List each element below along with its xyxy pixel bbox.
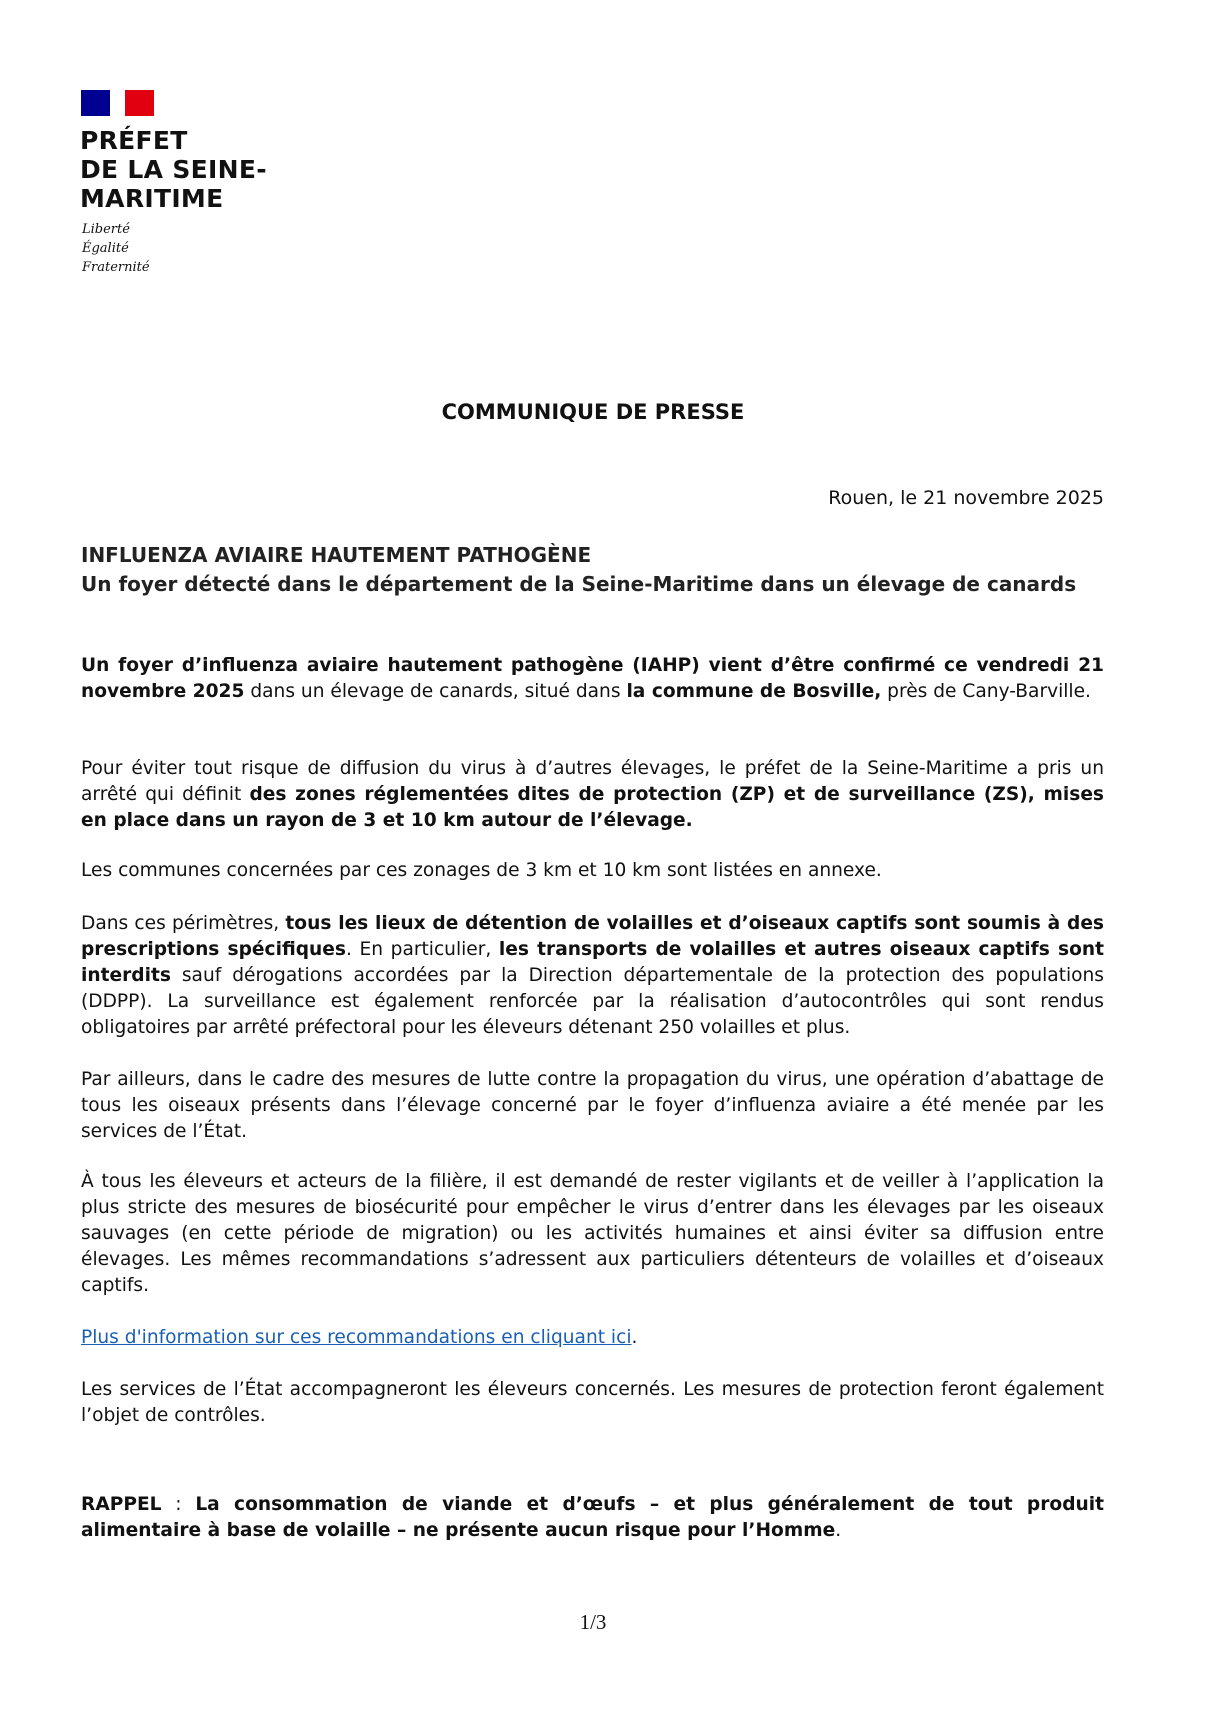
- bold-text: tous les lieux de détention de volailles et d’oiseaux captifs sont soumis à des prescriptions spécifiques: [81, 913, 1104, 960]
- date-line: Rouen, le 21 novembre 2025: [828, 487, 1104, 509]
- bold-text: des zones réglementées dites de protection (ZP) et de surveillance (ZS), mises en place dans un rayon de 3 et 10 km autour de l’élevage.: [81, 784, 1105, 831]
- rappel: [81, 1492, 1104, 1544]
- devise-line: Égalité: [82, 241, 129, 256]
- text: dans un élevage de canards, situé dans: [244, 681, 627, 702]
- heading-line1: INFLUENZA AVIAIRE HAUTEMENT PATHOGÈNE: [81, 543, 592, 567]
- paragraph-6: À tous les éleveurs et acteurs de la filière, il est demandé de rester vigilants et de veiller à l’application la plus stricte des mesures de biosécurité pour empêcher le virus d’entrer dans les élevages par les oiseaux sauvages (en cette période de migration) ou les activités humaines et ainsi éviter sa diffusion entre élevages. Les mêmes recommandations s’adressent aux particuliers détenteurs de volailles et d’oiseaux captifs.: [81, 1171, 1104, 1296]
- logo-line: PRÉFET: [80, 126, 188, 155]
- logo-line: DE LA SEINE-: [80, 155, 267, 184]
- paragraph-5: Par ailleurs, dans le cadre des mesures de lutte contre la propagation du virus, une opération d’abattage de tous les oiseaux présents dans l’élevage concerné par le foyer d’influenza aviaire a été menée par les services de l’État.: [81, 1069, 1104, 1142]
- heading: [81, 541, 1104, 599]
- text: sauf dérogations accordées par la Direction départementale de la protection des populations (DDPP). La surveillance est également renforcée par la réalisation d’autocontrôles qui sont rendus obligatoires par arrêté préfectoral pour les éleveurs détenant 250 volailles et plus.: [81, 965, 1104, 1038]
- text: Dans ces périmètres,: [81, 913, 286, 934]
- prefecture-name: [80, 126, 267, 213]
- logo-line: MARITIME: [80, 184, 224, 213]
- heading-line2: Un foyer détecté dans le département de la Seine-Maritime dans un élevage de canards: [81, 572, 1077, 596]
- text: . En particulier,: [345, 939, 499, 960]
- bold-text: La consommation de viande et d’œufs – et plus généralement de tout produit alimentaire à base de volaille – ne présente aucun risque pour l’Homme: [81, 1494, 1104, 1541]
- devise-line: Liberté: [82, 222, 130, 237]
- text: Pour éviter tout risque de diffusion du virus à d’autres élevages, le préfet de la Seine-Maritime a pris un arrêté qui définit: [81, 758, 1104, 805]
- recommendations-link[interactable]: Plus d'information sur ces recommandations en cliquant ici: [81, 1327, 632, 1348]
- paragraph-2: [81, 756, 1104, 834]
- devise-line: Fraternité: [82, 260, 150, 275]
- rappel-label: RAPPEL: [81, 1494, 162, 1515]
- paragraph-4: [81, 911, 1104, 1041]
- document-title: COMMUNIQUE DE PRESSE: [441, 400, 745, 424]
- text: :: [161, 1494, 196, 1515]
- paragraph-7: Les services de l’État accompagneront les éleveurs concernés. Les mesures de protection feront également l’objet de contrôles.: [81, 1379, 1104, 1426]
- text: .: [631, 1327, 638, 1348]
- link-paragraph: [81, 1325, 1104, 1351]
- page-number: 1/3: [579, 1610, 607, 1634]
- bold-text: Un foyer d’influenza aviaire hautement pathogène (IAHP) vient d’être confirmé ce vendredi 21 novembre 2025: [81, 655, 1104, 702]
- text: .: [835, 1520, 842, 1541]
- bold-text: les transports de volailles et autres oiseaux captifs sont interdits: [81, 939, 1104, 986]
- paragraph-3: Les communes concernées par ces zonages de 3 km et 10 km sont listées en annexe.: [81, 860, 882, 881]
- marianne-flag-logo: [81, 90, 154, 116]
- devise: [82, 220, 150, 277]
- paragraph-1: [81, 653, 1104, 705]
- text: près de Cany-Barville.: [881, 681, 1091, 702]
- bold-text: la commune de Bosville,: [626, 681, 882, 702]
